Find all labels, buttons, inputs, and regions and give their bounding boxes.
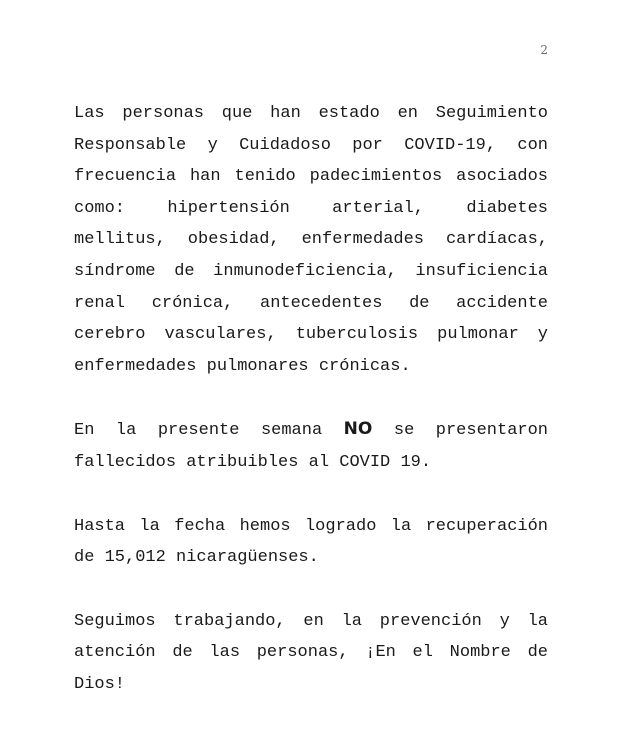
document-body — [74, 98, 548, 733]
paragraph-closing: Seguimos trabajando, en la prevención y la atención de las personas, ¡En el Nombre de Dios! — [74, 611, 548, 694]
paragraph-recoveries: Hasta la fecha hemos logrado la recuperación de 15,012 nicaragüenses. — [74, 516, 548, 568]
paragraph-comorbidities: Las personas que han estado en Seguimiento Responsable y Cuidadoso por COVID-19, con frecuencia han tenido padecimientos asociados como: hipertensión arterial, diabetes mellitus, obesidad, enfermedades cardíacas, síndrome de inmunodeficiencia, insuficiencia renal crónica, antecedentes de accidente cerebro vasculares, tuberculosis pulmonar y enfermedades pulmonares crónicas. — [74, 104, 548, 376]
paragraph-deaths — [74, 414, 548, 478]
deaths-text-start: En la presente semana — [74, 421, 344, 441]
emphasis-no: NO — [343, 419, 373, 440]
deaths-text-end: se presentaron fallecidos atribuibles al COVID 19. — [74, 421, 548, 472]
page-number: 2 — [540, 43, 548, 57]
